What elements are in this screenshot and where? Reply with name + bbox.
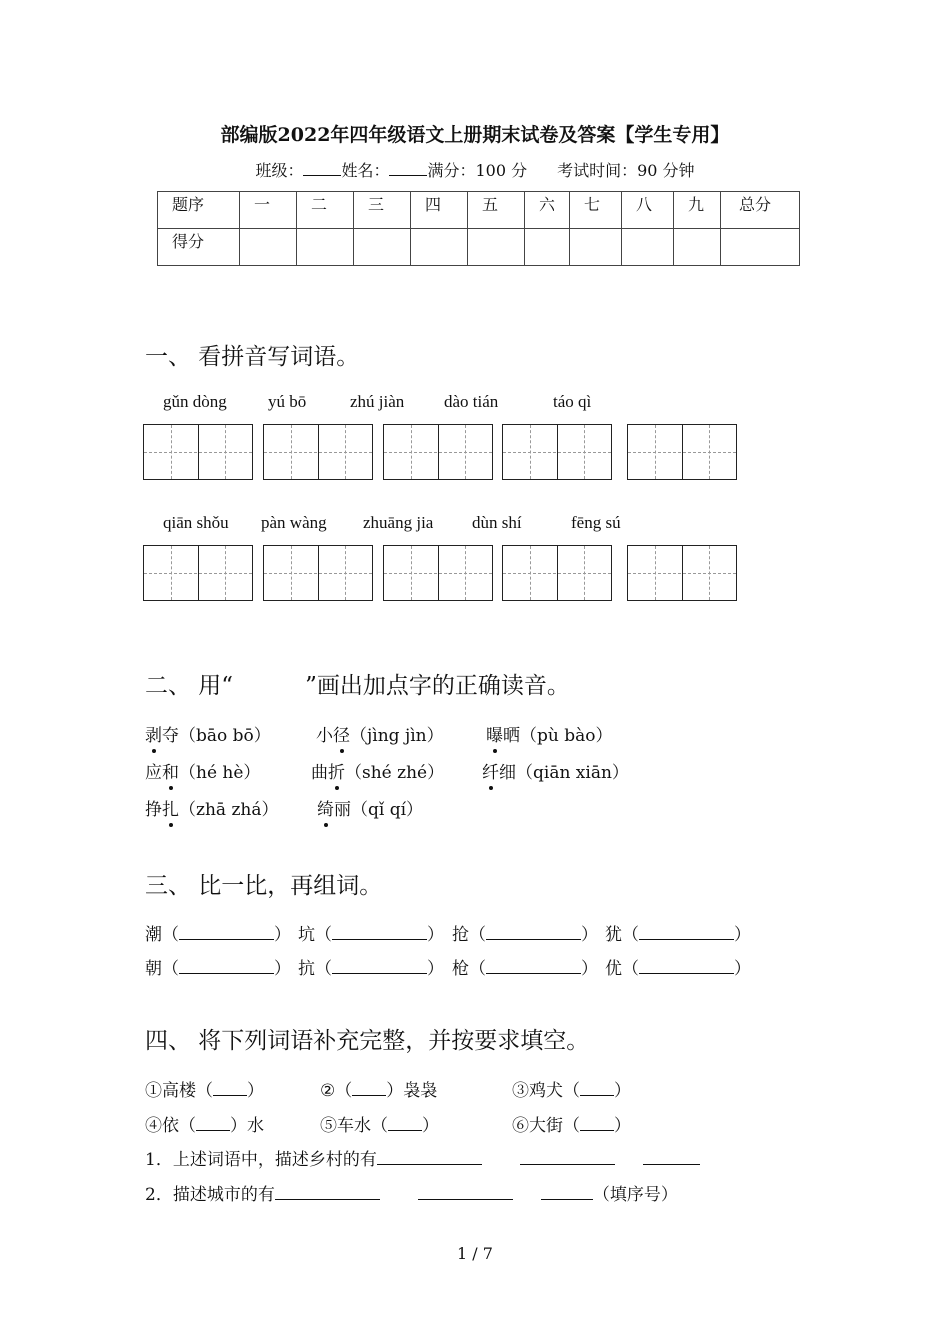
score-table-header-row: [158, 192, 800, 229]
idiom-fill-item[interactable]: ①高楼（ ）: [145, 1081, 264, 1101]
table-header-cell: 四: [411, 192, 468, 229]
word-group-item[interactable]: 优（ ）: [605, 959, 751, 979]
table-header-cell: 六: [525, 192, 570, 229]
score-cell[interactable]: [240, 229, 297, 266]
reading-choice[interactable]: 绮丽（qǐ qí）: [317, 795, 423, 820]
word-group-item[interactable]: 抗（ ）: [298, 959, 444, 979]
score-cell[interactable]: [721, 229, 800, 266]
score-cell[interactable]: [622, 229, 674, 266]
table-header-cell: 三: [354, 192, 411, 229]
name-label: 姓名：: [341, 161, 390, 180]
word-group-item[interactable]: 抢（ ）: [452, 925, 598, 945]
pinyin-label: yú bō: [268, 392, 307, 411]
word-group-item[interactable]: 犹（ ）: [605, 925, 751, 945]
class-label: 班级：: [255, 161, 304, 180]
table-header-cell: 五: [468, 192, 525, 229]
reading-choice[interactable]: 曝晒（pù bào）: [486, 721, 613, 746]
idiom-fill-item[interactable]: ④依（ ）水: [145, 1116, 264, 1136]
table-header-cell: 二: [297, 192, 354, 229]
writing-grid-box[interactable]: [263, 424, 373, 480]
answer-blank[interactable]: [377, 1150, 482, 1165]
section-2-title-b: ”画出加点字的正确读音。: [305, 673, 570, 699]
page-number: 1 / 7: [457, 1244, 493, 1263]
section-2-title: [145, 667, 570, 700]
table-header-cell: 一: [240, 192, 297, 229]
reading-choice[interactable]: 曲折（shé zhé）: [311, 758, 444, 783]
writing-grid-box[interactable]: [627, 545, 737, 601]
score-cell[interactable]: [570, 229, 622, 266]
pinyin-label: zhú jiàn: [350, 392, 405, 411]
pinyin-label: táo qì: [553, 392, 592, 411]
writing-grid-box[interactable]: [502, 424, 612, 480]
score-table-score-row: [158, 229, 800, 266]
exam-time: 考试时间：90 分钟: [557, 161, 695, 180]
pinyin-label: dào tián: [444, 392, 499, 411]
idiom-fill-item[interactable]: ②（ ）袅袅: [320, 1081, 438, 1101]
pinyin-label: dùn shí: [472, 513, 522, 532]
writing-grid-box[interactable]: [383, 545, 493, 601]
pinyin-label: zhuāng jia: [363, 513, 434, 532]
score-cell[interactable]: [354, 229, 411, 266]
dotted-char: 剥: [145, 721, 162, 746]
answer-blank[interactable]: [541, 1185, 593, 1200]
writing-grid-box[interactable]: [383, 424, 493, 480]
score-cell[interactable]: [297, 229, 354, 266]
dotted-char: 扎: [162, 795, 179, 820]
score-table: [157, 191, 800, 266]
name-blank[interactable]: [389, 161, 427, 176]
writing-grid-box[interactable]: [143, 424, 253, 480]
class-blank[interactable]: [303, 161, 341, 176]
table-header-cell: 总分: [721, 192, 800, 229]
table-header-cell: 九: [674, 192, 721, 229]
section-4-title: 四、 将下列词语补充完整，并按要求填空。: [145, 1028, 590, 1054]
idiom-fill-item[interactable]: ③鸡犬（ ）: [512, 1081, 631, 1101]
writing-grid-box[interactable]: [143, 545, 253, 601]
writing-grid-box[interactable]: [502, 545, 612, 601]
exam-info: [0, 158, 950, 181]
dotted-char: 曝: [486, 721, 503, 746]
dotted-char: 径: [333, 721, 350, 746]
reading-choice[interactable]: 应和（hé hè）: [145, 758, 260, 783]
word-group-item[interactable]: 朝（ ）: [145, 959, 291, 979]
section-1-title: 一、 看拼音写词语。: [145, 344, 360, 370]
writing-grid-box[interactable]: [263, 545, 373, 601]
answer-blank[interactable]: [643, 1150, 700, 1165]
writing-grid-box[interactable]: [627, 424, 737, 480]
table-header-cell: 八: [622, 192, 674, 229]
pinyin-label: pàn wàng: [261, 513, 327, 532]
dotted-char: 绮: [317, 795, 334, 820]
dotted-char: 和: [162, 758, 179, 783]
score-cell[interactable]: [674, 229, 721, 266]
question-2: 2．描述城市的有 （填序号）: [145, 1185, 678, 1205]
table-header-cell: 七: [570, 192, 622, 229]
table-header-cell: 题序: [158, 192, 240, 229]
reading-choice[interactable]: 剥夺（bāo bō）: [145, 721, 271, 746]
reading-choice[interactable]: 小径（jìng jìn）: [316, 721, 444, 746]
reading-choice[interactable]: 纤细（qiān xiān）: [482, 758, 629, 783]
pinyin-label: qiān shǒu: [163, 513, 229, 532]
answer-blank[interactable]: [275, 1185, 380, 1200]
question-1: 1．上述词语中，描述乡村的有: [145, 1145, 700, 1170]
section-2-title-a: 二、 用“: [145, 673, 234, 699]
idiom-fill-item[interactable]: ⑥大街（ ）: [512, 1116, 631, 1136]
score-cell[interactable]: [525, 229, 570, 266]
answer-blank[interactable]: [520, 1150, 615, 1165]
dotted-char: 折: [328, 758, 345, 783]
answer-blank[interactable]: [418, 1185, 513, 1200]
pinyin-label: fēng sú: [571, 513, 621, 532]
score-row-label: 得分: [158, 229, 240, 266]
section-3-title: 三、 比一比，再组词。: [145, 873, 383, 899]
reading-choice[interactable]: 挣扎（zhā zhá）: [145, 795, 279, 820]
document-title: 部编版2022年四年级语文上册期末试卷及答案【学生专用】: [220, 124, 730, 146]
pinyin-label: gǔn dòng: [163, 392, 227, 411]
dotted-char: 纤: [482, 758, 499, 783]
score-cell[interactable]: [468, 229, 525, 266]
idiom-fill-item[interactable]: ⑤车水（ ）: [320, 1116, 439, 1136]
score-cell[interactable]: [411, 229, 468, 266]
word-group-item[interactable]: 潮（ ）: [145, 925, 291, 945]
full-score: 满分：100 分: [427, 161, 528, 180]
word-group-item[interactable]: 坑（ ）: [298, 925, 444, 945]
word-group-item[interactable]: 枪（ ）: [452, 959, 598, 979]
